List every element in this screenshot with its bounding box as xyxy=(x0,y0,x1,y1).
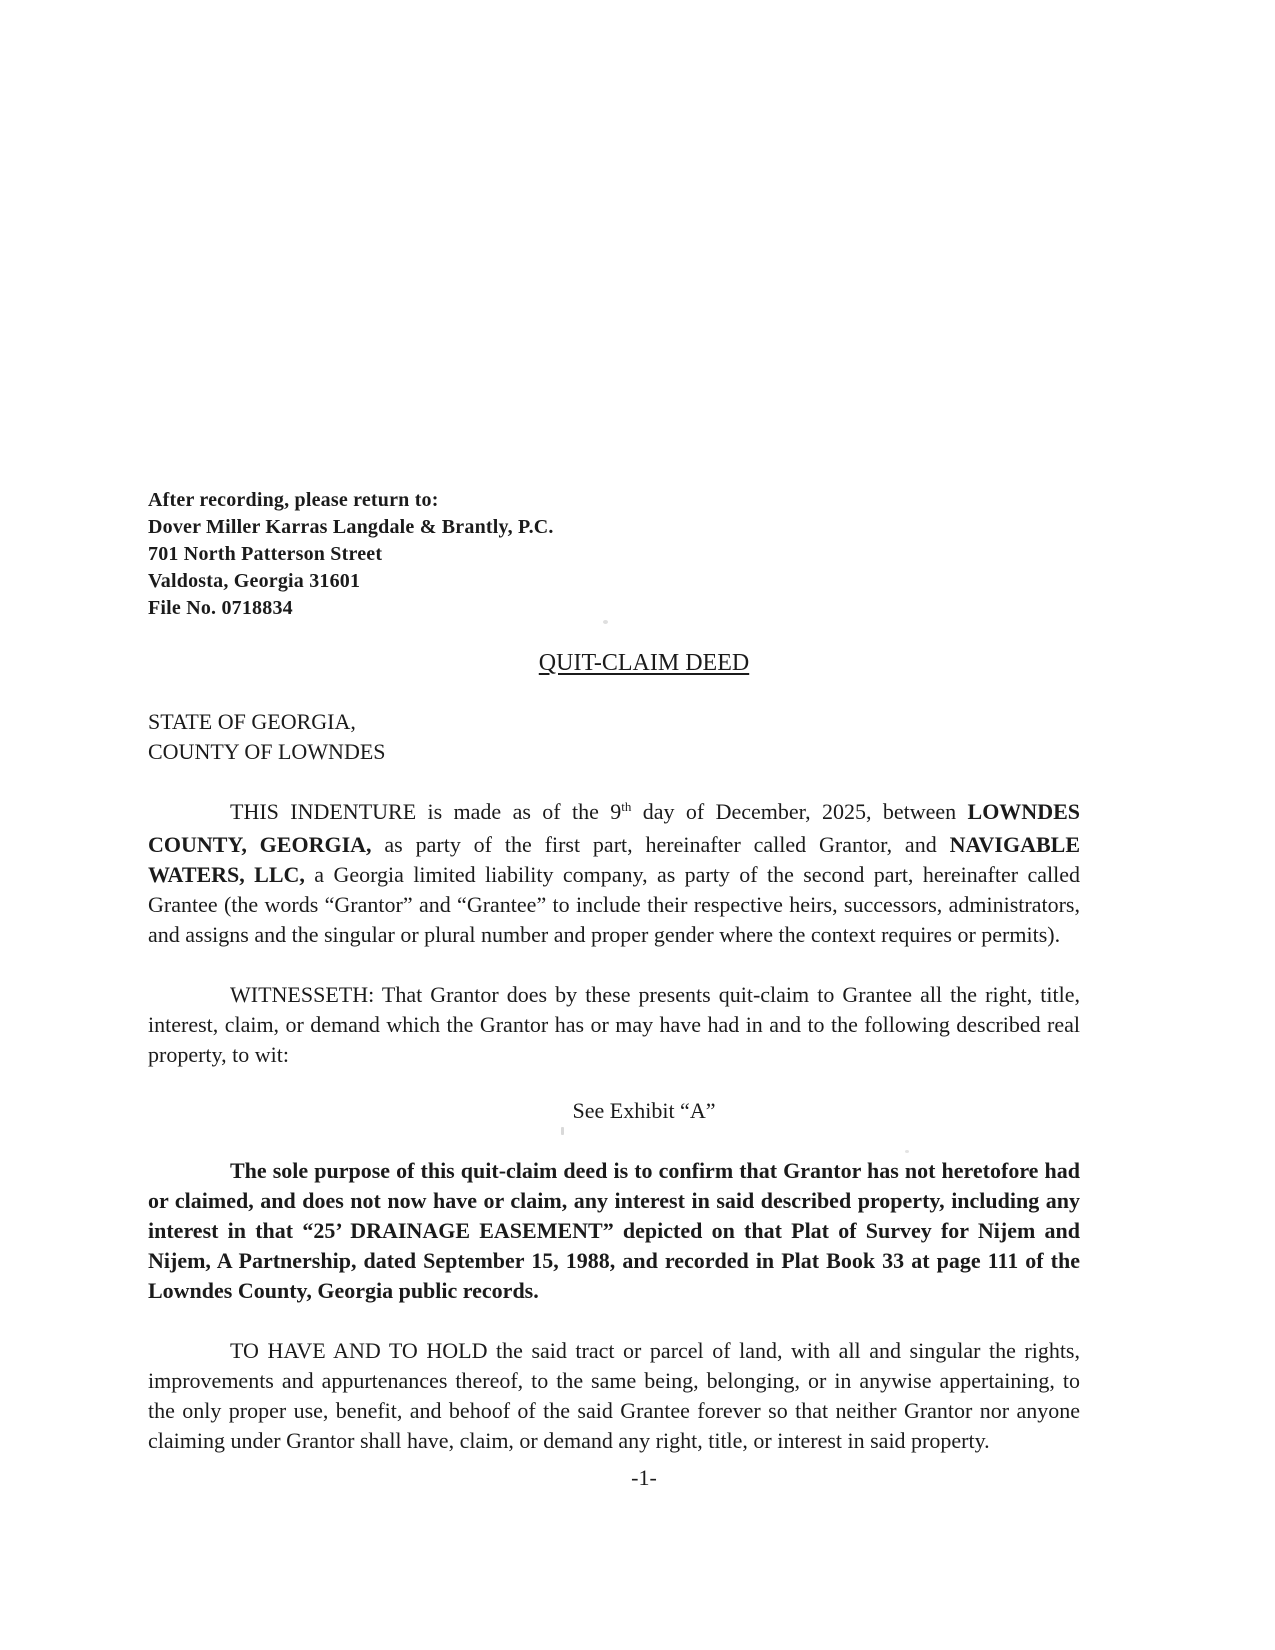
street-address: 701 North Patterson Street xyxy=(148,543,383,565)
indenture-text-segment: as party of the first part, hereinafter called Grantor, and xyxy=(371,832,950,857)
state-county-block xyxy=(148,707,1080,767)
city-state-zip: Valdosta, Georgia 31601 xyxy=(148,570,361,592)
page-number: -1- xyxy=(631,1465,657,1490)
paragraph-habendum: TO HAVE AND TO HOLD the said tract or parcel of land, with all and singular the rights, improvements and appurtenances thereof, to the same being, belonging, or in anywise appertaining, to the only proper use, benefit, and behoof of the said Grantee forever so that neither Grantor nor anyone claiming under Grantor shall have, claim, or demand any right, title, or interest in said property. xyxy=(148,1338,1080,1453)
document-content xyxy=(148,487,1080,1492)
grantee-name: NAVIGABLE WATERS, LLC, xyxy=(148,832,1080,887)
return-address-block xyxy=(148,487,1080,622)
paragraph-witnesseth: WITNESSETH: That Grantor does by these presents quit-claim to Grantee all the right, title, interest, claim, or demand which the Grantor has or may have had in and to the following described real property, to wit: xyxy=(148,982,1080,1067)
exhibit-reference: See Exhibit “A” xyxy=(572,1098,716,1123)
law-firm-name: Dover Miller Karras Langdale & Brantly, P.C. xyxy=(148,516,554,538)
return-instruction-line: After recording, please return to: xyxy=(148,489,439,511)
document-title xyxy=(178,650,1110,677)
indenture-text-segment: THIS INDENTURE is made as of the 9 xyxy=(230,799,622,824)
paragraph-indenture xyxy=(148,797,1080,950)
ordinal-suffix: th xyxy=(621,799,632,814)
document-title-text: QUIT-CLAIM DEED xyxy=(538,650,750,676)
grantor-name: LOWNDES COUNTY, GEORGIA, xyxy=(148,799,1080,857)
indenture-text-segment: day of December, 2025, between xyxy=(631,799,968,824)
file-number: File No. 0718834 xyxy=(148,597,293,619)
state-line: STATE OF GEORGIA, xyxy=(148,709,356,734)
county-line: COUNTY OF LOWNDES xyxy=(148,739,386,764)
paragraph-sole-purpose: The sole purpose of this quit-claim deed is to confirm that Grantor has not heretofore had or claimed, and does not now have or claim, any interest in said described property, including any interest in that “25’ DRAINAGE EASEMENT” depicted on that Plat of Survey for Nijem and Nijem, A Partnership, dated September 15, 1988, and recorded in Plat Book 33 at page 111 of the Lowndes County, Georgia public records. xyxy=(148,1158,1080,1303)
indenture-text-segment: a Georgia limited liability company, as party of the second part, hereinafter called Grantee (the words “Grantor” and “Grantee” to include their respective heirs, successors, administrators, and assigns and the singular or plural number and proper gender where the context requires or permits). xyxy=(148,862,1080,947)
